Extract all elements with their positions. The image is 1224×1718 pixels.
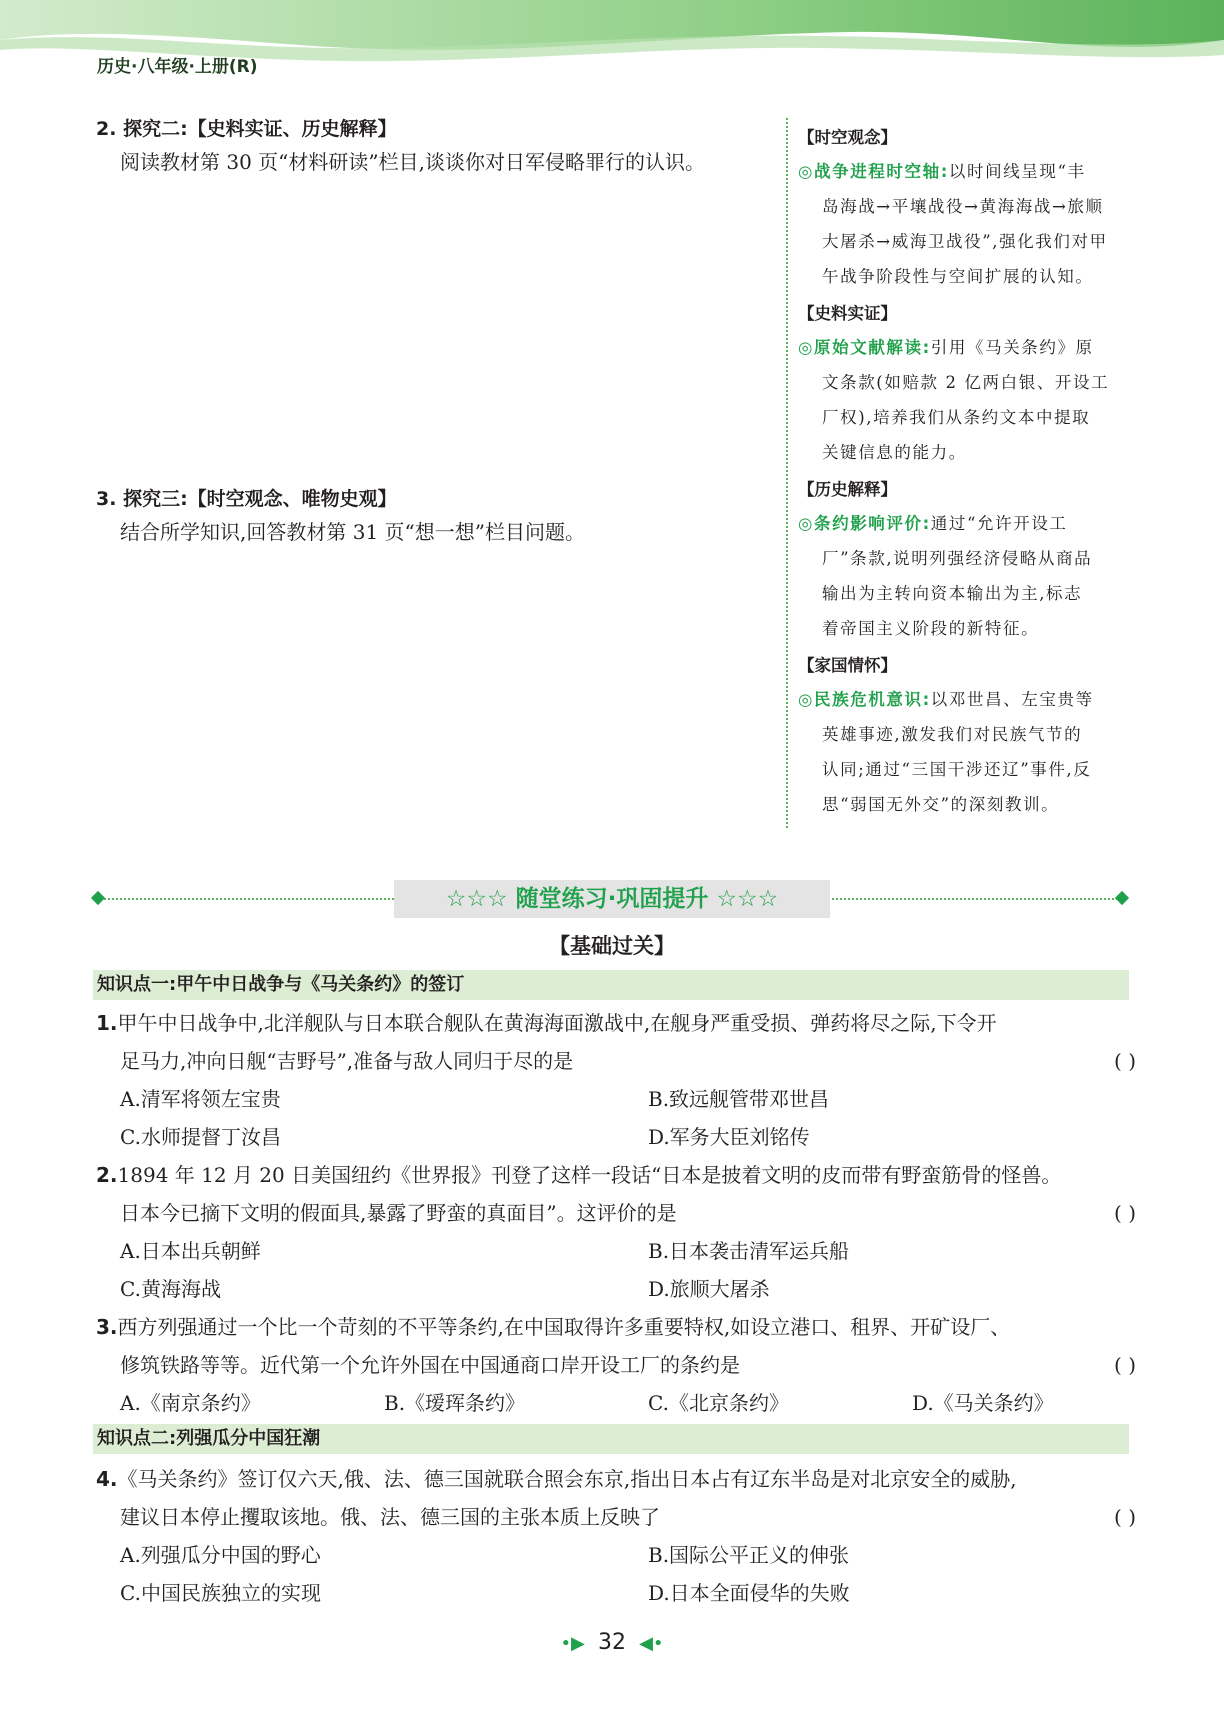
option-a[interactable]: A.列强瓜分中国的野心 [120, 1543, 321, 1567]
sidebar-block-patriotism [798, 652, 1128, 822]
sidebar-key: ◎原始文献解读: [798, 338, 931, 357]
option-b[interactable]: B.《瑷珲条约》 [384, 1391, 526, 1415]
sidebar-tag: 【时空观念】 [798, 128, 897, 147]
sidebar-block-interpretation [798, 476, 1128, 646]
sidebar-line: 岛海战→平壤战役→黄海海战→旅顺 [822, 197, 1104, 216]
sidebar-line: 文条款(如赔款 2 亿两白银、开设工 [822, 373, 1110, 392]
arrow-left-icon: ◀• [639, 1633, 664, 1654]
sidebar-tag: 【历史解释】 [798, 480, 897, 499]
diamond-icon [91, 891, 105, 905]
sidebar-key: ◎条约影响评价: [798, 514, 931, 533]
option-d[interactable]: D.军务大臣刘铭传 [648, 1125, 810, 1149]
question-4-options-row2 [96, 1574, 1136, 1612]
question-1 [96, 1004, 1136, 1156]
question-3-options-row [96, 1384, 1136, 1422]
question-3-line2: 修筑铁路等等。近代第一个允许外国在中国通商口岸开设工厂的条约是 ( ) [96, 1346, 1136, 1384]
sidebar-line: 引用《马关条约》原 [930, 338, 1094, 357]
option-b[interactable]: B.致远舰管带邓世昌 [648, 1087, 830, 1111]
explore-2-title: 2. 探究二:【史料实证、历史解释】 [96, 118, 397, 140]
question-2-line2: 日本今已摘下文明的假面具,暴露了野蛮的真面目”。这评价的是 ( ) [96, 1194, 1136, 1232]
sidebar-line: 以时间线呈现“丰 [948, 162, 1086, 181]
option-c[interactable]: C.水师提督丁汝昌 [120, 1125, 281, 1149]
sidebar-key: ◎民族危机意识: [798, 690, 931, 709]
sidebar-line: 认同;通过“三国干涉还辽”事件,反 [822, 760, 1092, 779]
sidebar [798, 124, 1128, 828]
option-a[interactable]: A.清军将领左宝贵 [120, 1087, 281, 1111]
option-a[interactable]: A.日本出兵朝鲜 [120, 1239, 261, 1263]
answer-blank[interactable]: ( ) [1114, 1201, 1136, 1225]
option-d[interactable]: D.《马关条约》 [912, 1391, 1054, 1415]
sidebar-block-spacetime [798, 124, 1128, 294]
question-3-line1: 3.西方列强通过一个比一个苛刻的不平等条约,在中国取得许多重要特权,如设立港口、租界、开矿设厂、 [96, 1315, 1011, 1339]
diamond-icon [1115, 891, 1129, 905]
sidebar-line: 关键信息的能力。 [822, 443, 967, 462]
sidebar-line: 输出为主转向资本输出为主,标志 [822, 584, 1083, 603]
question-1-options-row1 [96, 1080, 1136, 1118]
sidebar-tag: 【家国情怀】 [798, 656, 897, 675]
sidebar-key: ◎战争进程时空轴: [798, 162, 949, 181]
knowledge-point-2: 知识点二:列强瓜分中国狂潮 [93, 1424, 1129, 1454]
sidebar-line: 午战争阶段性与空间扩展的认知。 [822, 267, 1094, 286]
sidebar-line: 英雄事迹,激发我们对民族气节的 [822, 725, 1083, 744]
knowledge-point-1: 知识点一:甲午中日战争与《马关条约》的签订 [93, 970, 1129, 1000]
option-c[interactable]: C.黄海海战 [120, 1277, 221, 1301]
sidebar-line: 思“弱国无外交”的深刻教训。 [822, 795, 1060, 814]
sidebar-line: 着帝国主义阶段的新特征。 [822, 619, 1040, 638]
question-2-line1: 2.1894 年 12 月 20 日美国纽约《世界报》刊登了这样一段话“日本是披着文明的皮而带有野蛮筋骨的怪兽。 [96, 1163, 1062, 1187]
question-2-options-row2 [96, 1270, 1136, 1308]
question-4 [96, 1460, 1136, 1612]
option-d[interactable]: D.日本全面侵华的失败 [648, 1581, 850, 1605]
option-a[interactable]: A.《南京条约》 [120, 1391, 261, 1415]
sidebar-divider [786, 118, 788, 828]
option-b[interactable]: B.日本袭击清军运兵船 [648, 1239, 850, 1263]
question-4-line1: 4.《马关条约》签订仅六天,俄、法、德三国就联合照会东京,指出日本占有辽东半岛是对北京安全的威胁, [96, 1467, 1017, 1491]
page-number-block [542, 1630, 682, 1660]
question-1-line2: 足马力,冲向日舰“吉野号”,准备与敌人同归于尽的是 ( ) [96, 1042, 1136, 1080]
answer-blank[interactable]: ( ) [1114, 1353, 1136, 1377]
option-c[interactable]: C.《北京条约》 [648, 1391, 789, 1415]
sidebar-tag: 【史料实证】 [798, 304, 897, 323]
question-4-line2: 建议日本停止攫取该地。俄、法、德三国的主张本质上反映了 ( ) [96, 1498, 1136, 1536]
question-1-line1: 1.甲午中日战争中,北洋舰队与日本联合舰队在黄海海面激战中,在舰身严重受损、弹药将尽之际,下令开 [96, 1011, 997, 1035]
option-c[interactable]: C.中国民族独立的实现 [120, 1581, 321, 1605]
explore-3 [96, 484, 776, 551]
section-title: 【基础过关】 [549, 934, 675, 958]
question-3 [96, 1308, 1136, 1422]
option-d[interactable]: D.旅顺大屠杀 [648, 1277, 770, 1301]
header-label: 历史·八年级·上册(R) [97, 57, 258, 77]
question-4-options-row1 [96, 1536, 1136, 1574]
explore-3-text: 结合所学知识,回答教材第 31 页“想一想”栏目问题。 [120, 520, 585, 544]
explore-3-title: 3. 探究三:【时空观念、唯物史观】 [96, 488, 397, 510]
sidebar-line: 以邓世昌、左宝贵等 [930, 690, 1094, 709]
answer-blank[interactable]: ( ) [1114, 1505, 1136, 1529]
sidebar-line: 通过“允许开设工 [930, 514, 1068, 533]
sidebar-line: 大屠杀→威海卫战役”,强化我们对甲 [822, 232, 1108, 251]
explore-2-text: 阅读教材第 30 页“材料研读”栏目,谈谈你对日军侵略罪行的认识。 [120, 150, 705, 174]
practice-banner: ☆☆☆ 随堂练习·巩固提升 ☆☆☆ [394, 880, 830, 918]
sidebar-line: 厂”条款,说明列强经济侵略从商品 [822, 549, 1093, 568]
question-1-options-row2 [96, 1118, 1136, 1156]
answer-blank[interactable]: ( ) [1114, 1049, 1136, 1073]
question-2 [96, 1156, 1136, 1308]
arrow-right-icon: •▶ [560, 1633, 585, 1654]
page-number: 32 [598, 1630, 626, 1655]
question-2-options-row1 [96, 1232, 1136, 1270]
sidebar-block-evidence [798, 300, 1128, 470]
explore-2 [96, 114, 776, 181]
option-b[interactable]: B.国际公平正义的伸张 [648, 1543, 850, 1567]
sidebar-line: 厂权),培养我们从条约文本中提取 [822, 408, 1091, 427]
